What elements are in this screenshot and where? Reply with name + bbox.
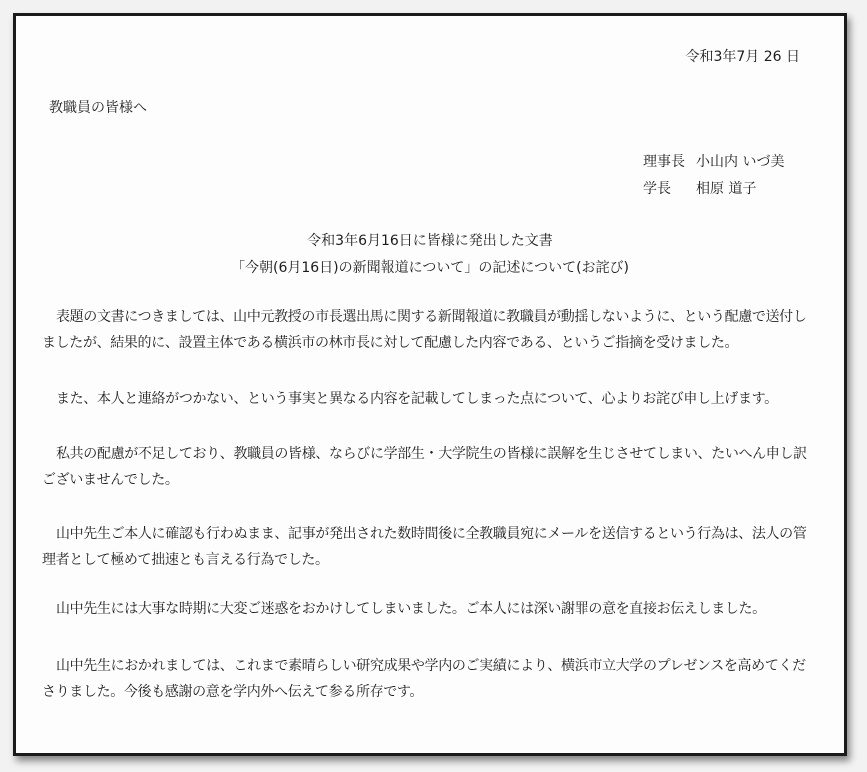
paragraph-1: 表題の文書につきましては、山中元教授の市長選出馬に関する新聞報道に教職員が動揺しないように、という配慮で送付しましたが、結果的に、設置主体である横浜市の林市長に対して配慮した内容である、というご指摘を受けました。	[42, 309, 807, 351]
signatory-name-president: 相原 道子	[696, 181, 757, 197]
signatory-role-president: 学長	[643, 181, 671, 197]
letter-document	[13, 13, 847, 756]
letter-title-line2: 「今朝(6月16日)の新聞報道について」の記述について(お詫び)	[230, 260, 629, 276]
paragraph-6: 山中先生におかれましては、これまで素晴らしい研究成果や学内のご実績により、横浜市立大学のプレゼンスを高めてくださりました。今後も感謝の意を学内外へ伝えて参る所存です。	[42, 658, 806, 700]
paragraph-5: 山中先生には大事な時期に大変ご迷惑をおかけしてしまいました。ご本人には深い謝罪の意を直接お伝えしました。	[56, 601, 766, 617]
paragraph-3: 私共の配慮が不足しており、教職員の皆様、ならびに学部生・大学院生の皆様に誤解を生じさせてしまい、たいへん申し訳ございませんでした。	[42, 446, 807, 488]
letter-date: 令和3年7月 26 日	[685, 49, 800, 65]
paragraph-4: 山中先生ご本人に確認も行わぬまま、記事が発出された数時間後に全教職員宛にメールを送信するという行為は、法人の管理者として極めて拙速とも言える行為でした。	[42, 526, 807, 568]
signatory-name-chairman: 小山内 いづ美	[696, 154, 785, 170]
signatory-role-chairman: 理事長	[643, 154, 685, 170]
addressee: 教職員の皆様へ	[49, 100, 147, 116]
paragraph-2: また、本人と連絡がつかない、という事実と異なる内容を記載してしまった点について、心よりお詫び申し上げます。	[56, 391, 778, 407]
letter-title-line1: 令和3年6月16日に皆様に発出した文書	[307, 233, 553, 249]
